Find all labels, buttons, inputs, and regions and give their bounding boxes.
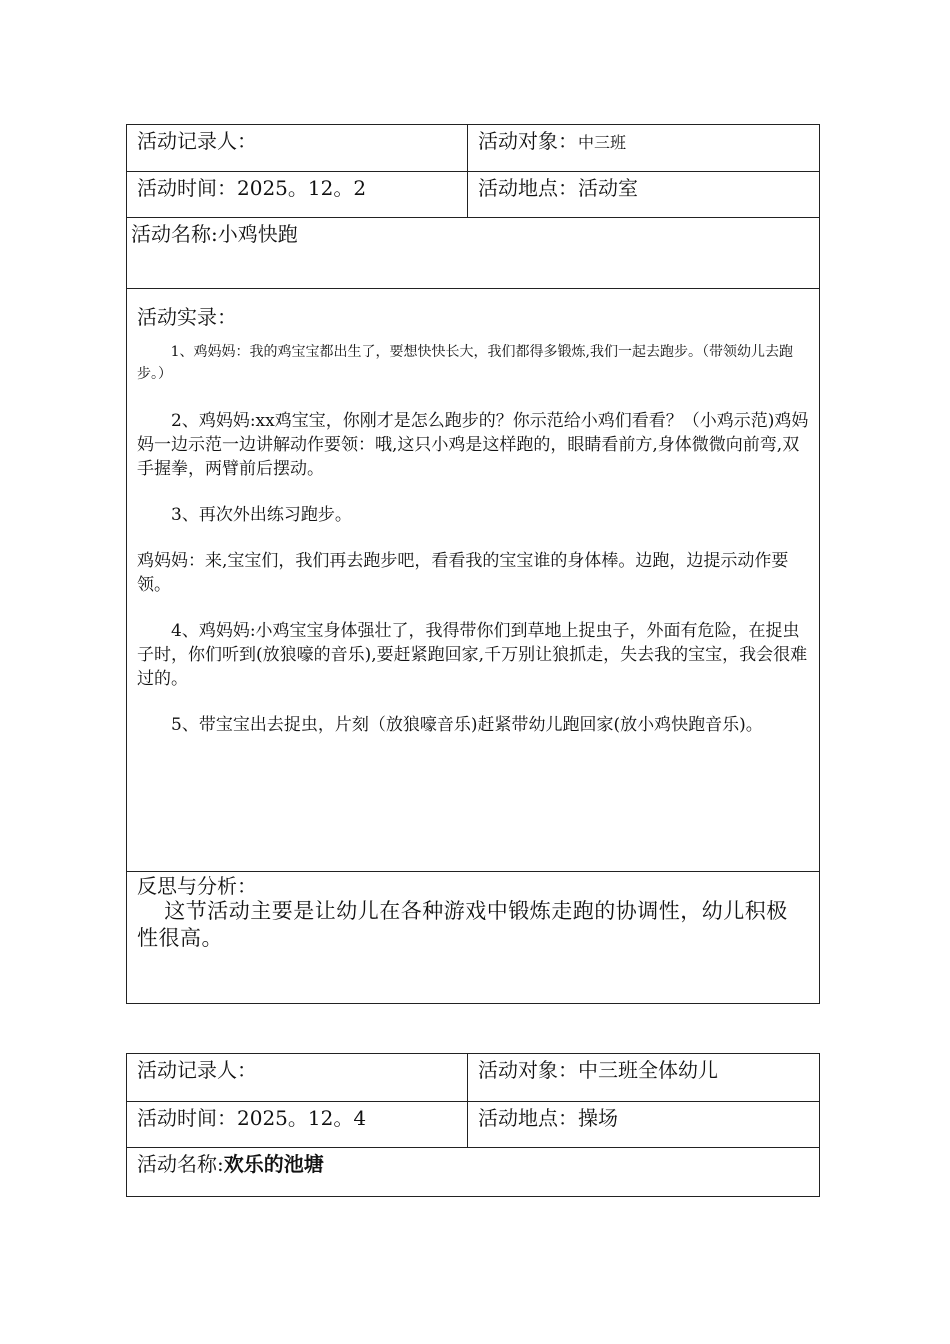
place-cell-2 bbox=[468, 1102, 819, 1147]
time-label: 活动时间： bbox=[137, 176, 237, 200]
time-place-row bbox=[127, 172, 819, 218]
recorder-cell-2 bbox=[127, 1054, 468, 1101]
time-place-row-2 bbox=[127, 1102, 819, 1148]
time-cell bbox=[127, 172, 468, 217]
record-row bbox=[127, 289, 819, 872]
record-paragraph-2: 2、鸡妈妈:xx鸡宝宝，你刚才是怎么跑步的？你示范给小鸡们看看？（小鸡示范)鸡妈妈一边示范一边讲解动作要领：哦,这只小鸡是这样跑的，眼睛看前方,身体微微向前弯,双手握拳，两臂前后摆动。 bbox=[137, 411, 809, 479]
record-cell bbox=[127, 289, 819, 871]
time-cell-2 bbox=[127, 1102, 468, 1147]
target-cell bbox=[468, 125, 819, 171]
record-paragraph-4: 鸡妈妈：来,宝宝们，我们再去跑步吧，看看我的宝宝谁的身体棒。边跑，边提示动作要领。 bbox=[137, 551, 789, 595]
activity-name-value-2: 欢乐的池塘 bbox=[223, 1152, 324, 1176]
record-paragraph-5: 4、鸡妈妈:小鸡宝宝身体强壮了，我得带你们到草地上捉虫子，外面有危险，在捉虫子时，你们听到(放狼嚎的音乐),要赶紧跑回家,千万别让狼抓走，失去我的宝宝，我会很难过的。 bbox=[137, 621, 808, 689]
recorder-label-2: 活动记录人： bbox=[137, 1058, 257, 1082]
activity-record-table-1 bbox=[126, 124, 820, 1004]
target-value-2: 中三班全体幼儿 bbox=[578, 1058, 718, 1082]
record-paragraph-3: 3、再次外出练习跑步。 bbox=[171, 505, 352, 525]
place-value: 活动室 bbox=[578, 176, 638, 200]
activity-name-cell bbox=[127, 218, 302, 288]
target-value: 中三班 bbox=[578, 133, 627, 152]
recorder-cell bbox=[127, 125, 468, 171]
recorder-row-2 bbox=[127, 1054, 819, 1102]
place-cell bbox=[468, 172, 819, 217]
reflection-text: 这节活动主要是让幼儿在各种游戏中锻炼走跑的协调性，幼儿积极性很高。 bbox=[137, 899, 788, 950]
place-label-2: 活动地点： bbox=[478, 1106, 578, 1130]
activity-name-row bbox=[127, 218, 819, 289]
activity-name-label: 活动名称: bbox=[131, 222, 218, 246]
reflection-row bbox=[127, 872, 819, 1003]
activity-name-value: 小鸡快跑 bbox=[217, 222, 298, 246]
activity-name-label-2: 活动名称: bbox=[137, 1152, 224, 1176]
record-paragraph-1: 1、鸡妈妈：我的鸡宝宝都出生了，要想快快长大，我们都得多锻炼,我们一起去跑步。（带领幼儿去跑步。） bbox=[137, 344, 793, 382]
place-value-2: 操场 bbox=[578, 1106, 618, 1130]
record-paragraph-6: 5、带宝宝出去捉虫，片刻（放狼嚎音乐)赶紧带幼儿跑回家(放小鸡快跑音乐)。 bbox=[171, 715, 763, 735]
record-heading: 活动实录： bbox=[137, 305, 237, 329]
target-cell-2 bbox=[468, 1054, 819, 1101]
recorder-label: 活动记录人： bbox=[137, 129, 257, 153]
reflection-heading: 反思与分析： bbox=[137, 874, 257, 898]
target-label: 活动对象： bbox=[478, 129, 578, 153]
reflection-cell bbox=[127, 872, 819, 1003]
activity-name-cell-2 bbox=[127, 1148, 334, 1196]
time-value-2: 2025。12。4 bbox=[237, 1106, 367, 1130]
place-label: 活动地点： bbox=[478, 176, 578, 200]
target-label-2: 活动对象： bbox=[478, 1058, 578, 1082]
recorder-row bbox=[127, 125, 819, 172]
time-label-2: 活动时间： bbox=[137, 1106, 237, 1130]
activity-record-table-2 bbox=[126, 1053, 820, 1197]
activity-name-row-2 bbox=[127, 1148, 819, 1196]
time-value: 2025。12。2 bbox=[237, 176, 367, 200]
